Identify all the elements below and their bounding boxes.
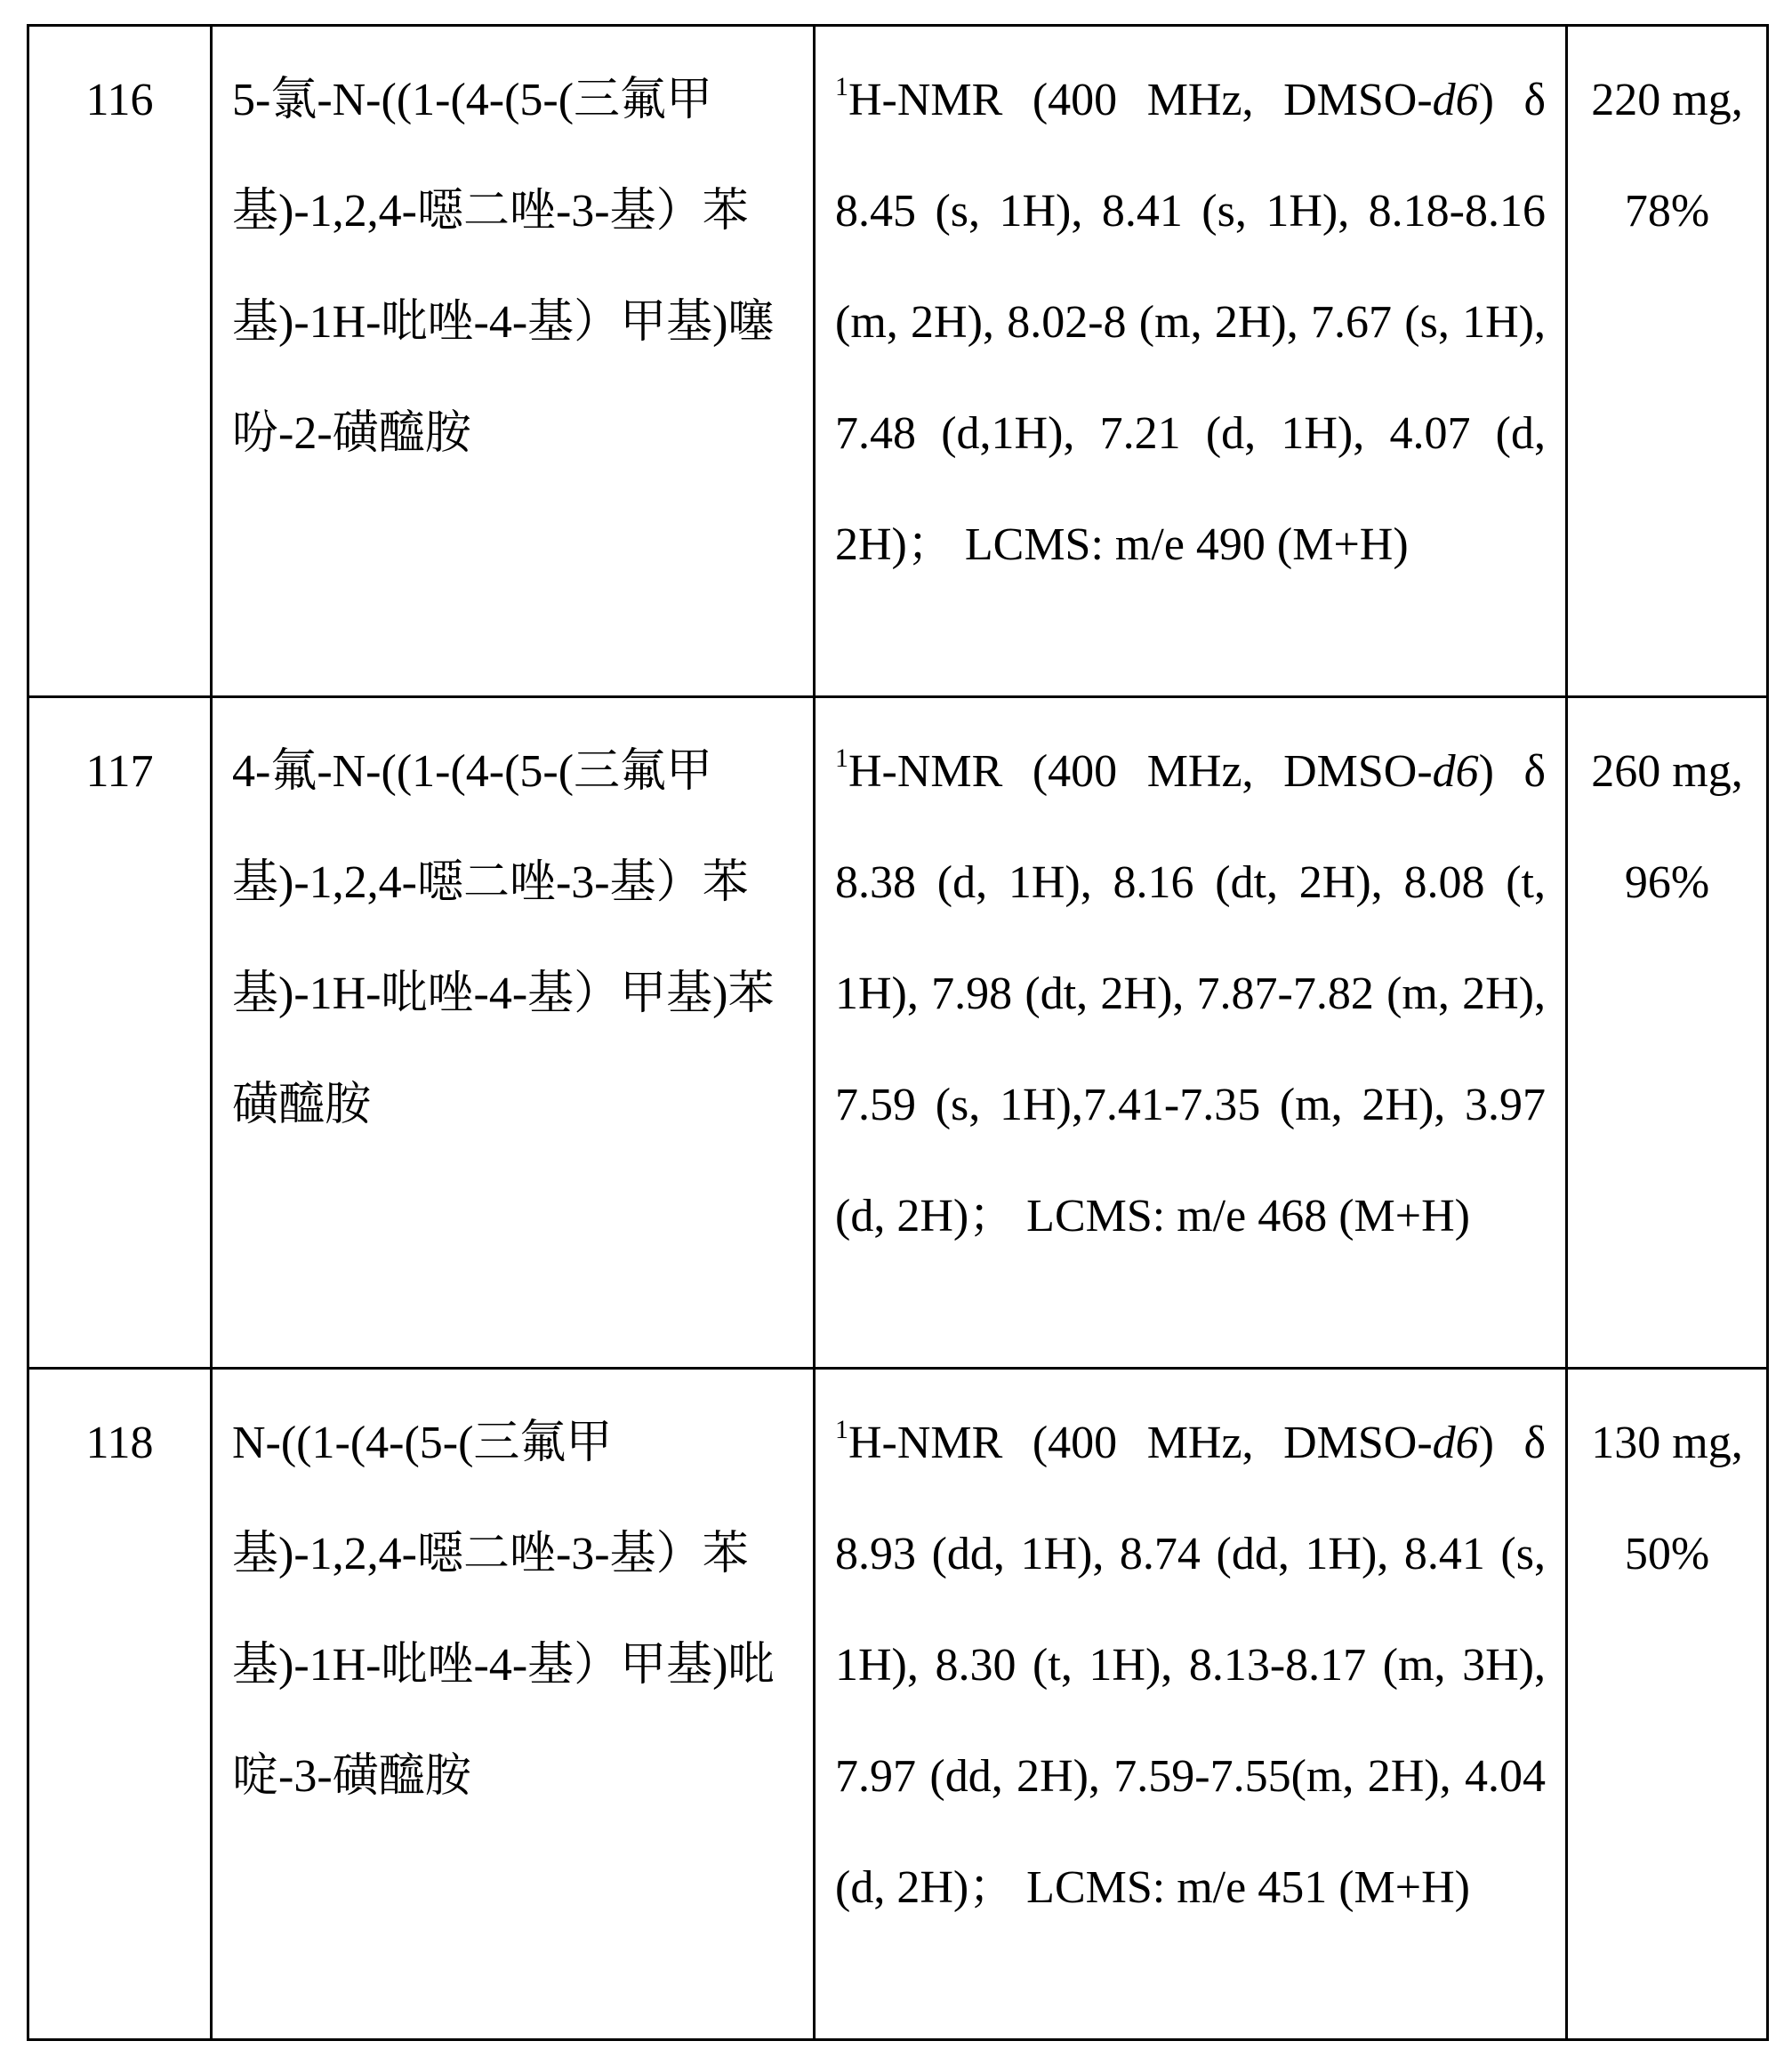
nmr-prefix: H-NMR (400 MHz, DMSO- (848, 1418, 1433, 1468)
compound-name: 5-氯-N-((1-(4-(5-(三氟甲基)-1,2,4-噁二唑-3-基）苯基)-1H-吡唑-4-基）甲基)噻吩-2-磺醯胺 (212, 26, 815, 697)
yield-percent: 96% (1587, 827, 1747, 938)
yield-mass: 130 mg, (1587, 1387, 1747, 1499)
yield-percent: 78% (1587, 156, 1747, 267)
nmr-prefix: H-NMR (400 MHz, DMSO- (848, 75, 1433, 125)
compound-number: 118 (28, 1369, 212, 2040)
yield-mass: 260 mg, (1587, 716, 1747, 827)
nmr-data (815, 1369, 1567, 2040)
nmr-superscript: 1 (835, 72, 848, 101)
compound-name: 4-氟-N-((1-(4-(5-(三氟甲基)-1,2,4-噁二唑-3-基）苯基)-1H-吡唑-4-基）甲基)苯磺醯胺 (212, 697, 815, 1369)
nmr-solvent: d6 (1433, 1418, 1479, 1468)
nmr-prefix: H-NMR (400 MHz, DMSO- (848, 746, 1433, 797)
compound-number: 116 (28, 26, 212, 697)
table-row (28, 1369, 1768, 2040)
nmr-solvent: d6 (1433, 746, 1479, 797)
yield-percent: 50% (1587, 1499, 1747, 1610)
yield (1567, 26, 1768, 697)
nmr-solvent: d6 (1433, 75, 1479, 125)
table-row (28, 697, 1768, 1369)
nmr-shifts: ) δ 8.38 (d, 1H), 8.16 (dt, 2H), 8.08 (t, 1H), 7.98 (dt, 2H), 7.87-7.82 (m, 2H), 7.59 (s, 1H),7.41-7.35 (m, 2H), 3.97 (d, 2H)； LCMS: m/e 468 (M+H) (835, 746, 1546, 1241)
compound-table (27, 24, 1769, 2041)
yield (1567, 697, 1768, 1369)
compound-name: N-((1-(4-(5-(三氟甲基)-1,2,4-噁二唑-3-基）苯基)-1H-吡唑-4-基）甲基)吡啶-3-磺醯胺 (212, 1369, 815, 2040)
yield (1567, 1369, 1768, 2040)
nmr-shifts: ) δ 8.93 (dd, 1H), 8.74 (dd, 1H), 8.41 (s, 1H), 8.30 (t, 1H), 8.13-8.17 (m, 3H), 7.97 (dd, 2H), 7.59-7.55(m, 2H), 4.04 (d, 2H)； LCMS: m/e 451 (M+H) (835, 1418, 1546, 1913)
yield-mass: 220 mg, (1587, 44, 1747, 156)
nmr-data (815, 697, 1567, 1369)
table-row (28, 26, 1768, 697)
nmr-shifts: ) δ 8.45 (s, 1H), 8.41 (s, 1H), 8.18-8.16 (m, 2H), 8.02-8 (m, 2H), 7.67 (s, 1H), 7.48 (d,1H), 7.21 (d, 1H), 4.07 (d, 2H)； LCMS: m/e 490 (M+H) (835, 75, 1546, 570)
compound-number: 117 (28, 697, 212, 1369)
nmr-superscript: 1 (835, 1415, 848, 1444)
nmr-data (815, 26, 1567, 697)
nmr-superscript: 1 (835, 743, 848, 773)
